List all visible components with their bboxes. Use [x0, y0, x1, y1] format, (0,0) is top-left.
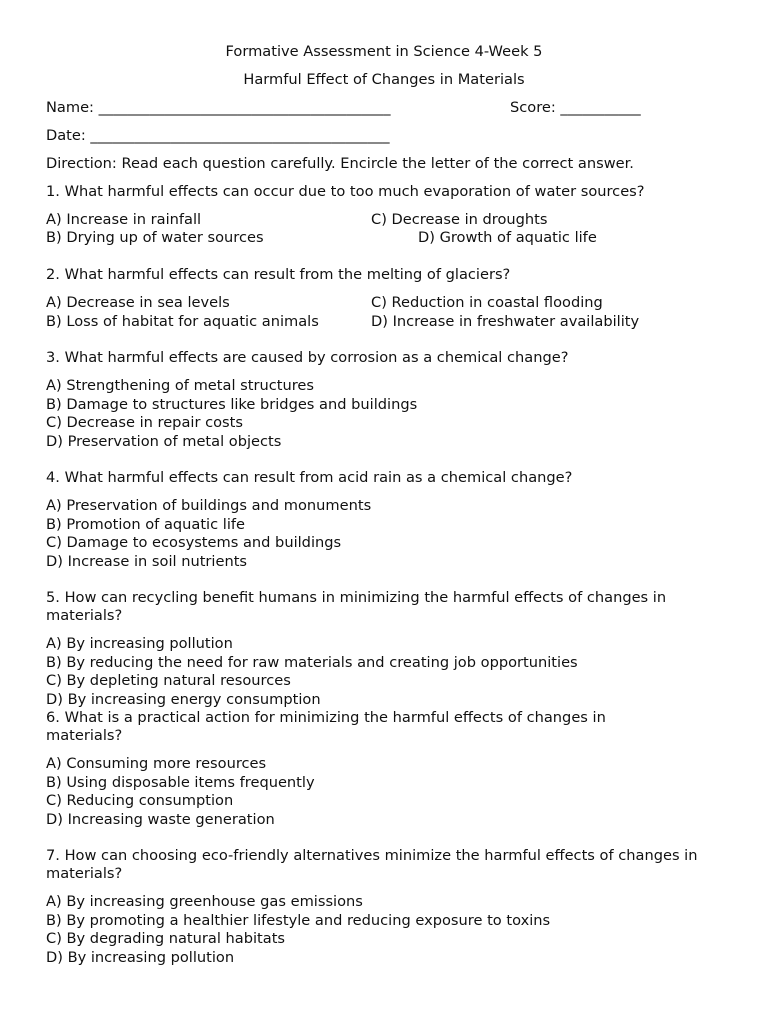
- option-7a[interactable]: A) By increasing greenhouse gas emissions: [46, 893, 363, 910]
- option-3a[interactable]: A) Strengthening of metal structures: [46, 377, 314, 394]
- option-2a[interactable]: A) Decrease in sea levels: [46, 294, 230, 311]
- option-4c[interactable]: C) Damage to ecosystems and buildings: [46, 534, 342, 551]
- option-3d[interactable]: D) Preservation of metal objects: [46, 433, 282, 450]
- option-4a[interactable]: A) Preservation of buildings and monuments: [46, 497, 372, 514]
- option-2d[interactable]: D) Increase in freshwater availability: [371, 313, 640, 330]
- question-6: 6. What is a practical action for minimizing the harmful effects of changes in materials?: [46, 709, 606, 744]
- option-2b[interactable]: B) Loss of habitat for aquatic animals: [46, 313, 319, 330]
- option-3b[interactable]: B) Damage to structures like bridges and buildings: [46, 396, 418, 413]
- option-1c[interactable]: C) Decrease in droughts: [371, 211, 548, 228]
- option-1d[interactable]: D) Growth of aquatic life: [418, 229, 597, 246]
- question-2: 2. What harmful effects can result from the melting of glaciers?: [46, 266, 511, 283]
- option-5c[interactable]: C) By depleting natural resources: [46, 672, 291, 689]
- date-field[interactable]: Date: _________________________________________: [46, 127, 390, 144]
- page-title: Formative Assessment in Science 4-Week 5: [225, 43, 543, 60]
- option-7d[interactable]: D) By increasing pollution: [46, 949, 235, 966]
- option-4d[interactable]: D) Increase in soil nutrients: [46, 553, 248, 570]
- question-3: 3. What harmful effects are caused by corrosion as a chemical change?: [46, 349, 569, 366]
- question-1: 1. What harmful effects can occur due to too much evaporation of water sources?: [46, 183, 645, 200]
- name-field[interactable]: Name: ________________________________________: [46, 99, 391, 116]
- option-7b[interactable]: B) By promoting a healthier lifestyle and reducing exposure to toxins: [46, 912, 551, 929]
- option-5b[interactable]: B) By reducing the need for raw materials and creating job opportunities: [46, 654, 578, 671]
- option-6c[interactable]: C) Reducing consumption: [46, 792, 234, 809]
- page-subtitle: Harmful Effect of Changes in Materials: [243, 71, 525, 88]
- option-7c[interactable]: C) By degrading natural habitats: [46, 930, 286, 947]
- question-4: 4. What harmful effects can result from acid rain as a chemical change?: [46, 469, 573, 486]
- question-5: 5. How can recycling benefit humans in minimizing the harmful effects of changes in materials?: [46, 589, 667, 624]
- option-5a[interactable]: A) By increasing pollution: [46, 635, 233, 652]
- option-6d[interactable]: D) Increasing waste generation: [46, 811, 275, 828]
- option-1a[interactable]: A) Increase in rainfall: [46, 211, 202, 228]
- option-3c[interactable]: C) Decrease in repair costs: [46, 414, 243, 431]
- option-4b[interactable]: B) Promotion of aquatic life: [46, 516, 246, 533]
- score-field[interactable]: Score: ___________: [510, 99, 641, 116]
- question-7: 7. How can choosing eco-friendly alternatives minimize the harmful effects of changes in materials?: [46, 847, 698, 882]
- option-6a[interactable]: A) Consuming more resources: [46, 755, 267, 772]
- option-5d[interactable]: D) By increasing energy consumption: [46, 691, 321, 708]
- option-1b[interactable]: B) Drying up of water sources: [46, 229, 264, 246]
- option-6b[interactable]: B) Using disposable items frequently: [46, 774, 315, 791]
- directions-text: Direction: Read each question carefully. Encircle the letter of the correct answer.: [46, 155, 634, 172]
- option-2c[interactable]: C) Reduction in coastal flooding: [371, 294, 603, 311]
